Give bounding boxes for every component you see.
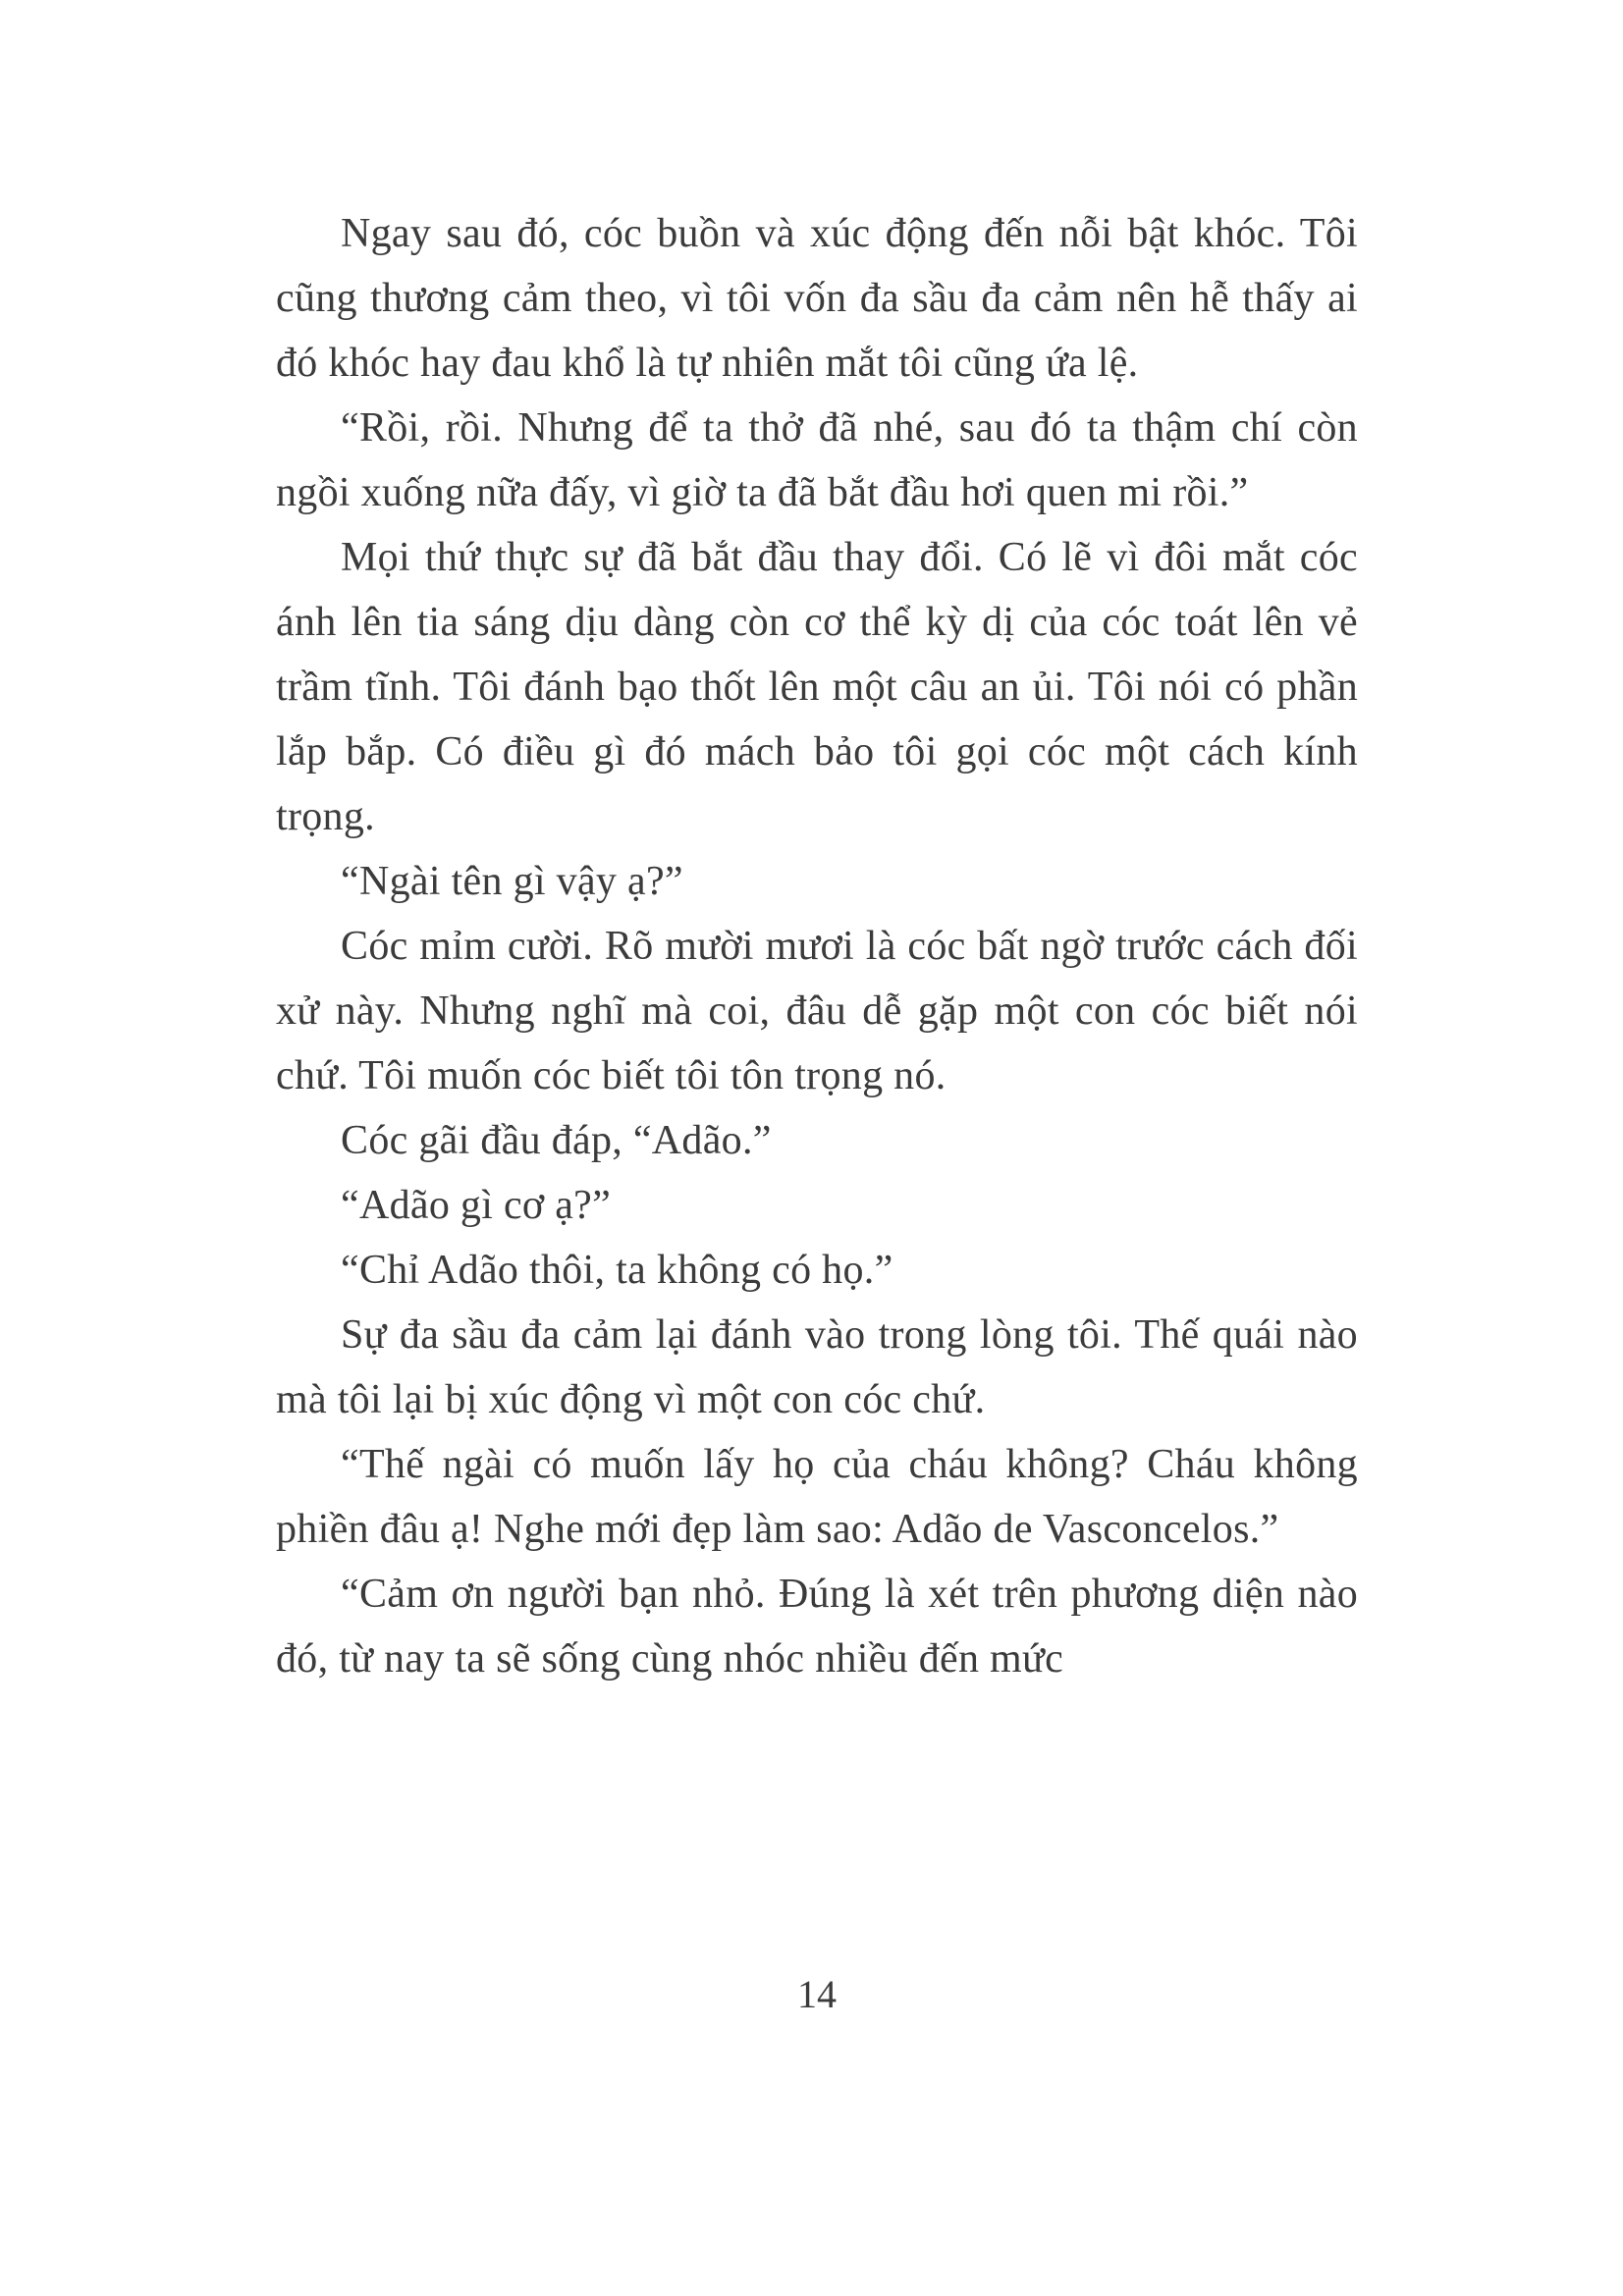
paragraph: “Adão gì cơ ạ?” xyxy=(341,1183,612,1228)
paragraph: Sự đa sầu đa cảm lại đánh vào trong lòng tôi. Thế quái nào mà tôi lại bị xúc động vì một con cóc chứ. xyxy=(276,1312,1358,1422)
paragraph: “Rồi, rồi. Nhưng để ta thở đã nhé, sau đó ta thậm chí còn ngồi xuống nữa đấy, vì giờ ta đã bắt đầu hơi quen mi rồi.” xyxy=(276,405,1358,515)
paragraph: “Ngài tên gì vậy ạ?” xyxy=(341,859,683,904)
paragraph: Cóc mỉm cười. Rõ mười mươi là cóc bất ngờ trước cách đối xử này. Nhưng nghĩ mà coi, đâu dễ gặp một con cóc biết nói chứ. Tôi muốn cóc biết tôi tôn trọng nó. xyxy=(276,924,1358,1098)
paragraph: Cóc gãi đầu đáp, “Adão.” xyxy=(341,1118,772,1163)
paragraph: Ngay sau đó, cóc buồn và xúc động đến nỗi bật khóc. Tôi cũng thương cảm theo, vì tôi vốn đa sầu đa cảm nên hễ thấy ai đó khóc hay đau khổ là tự nhiên mắt tôi cũng ứa lệ. xyxy=(276,211,1358,386)
paragraph: “Cảm ơn người bạn nhỏ. Đúng là xét trên phương diện nào đó, từ nay ta sẽ sống cùng nhóc nhiều đến mức xyxy=(276,1572,1358,1682)
paragraph: “Thế ngài có muốn lấy họ của cháu không? Cháu không phiền đâu ạ! Nghe mới đẹp làm sao: Adão de Vasconcelos.” xyxy=(276,1442,1358,1552)
text-block xyxy=(276,201,1358,1691)
page-number: 14 xyxy=(797,1972,837,2016)
paragraph: Mọi thứ thực sự đã bắt đầu thay đổi. Có lẽ vì đôi mắt cóc ánh lên tia sáng dịu dàng còn cơ thể kỳ dị của cóc toát lên vẻ trầm tĩnh. Tôi đánh bạo thốt lên một câu an ủi. Tôi nói có phần lắp bắp. Có điều gì đó mách bảo tôi gọi cóc một cách kính trọng. xyxy=(276,535,1358,839)
paragraph: “Chỉ Adão thôi, ta không có họ.” xyxy=(341,1248,893,1293)
